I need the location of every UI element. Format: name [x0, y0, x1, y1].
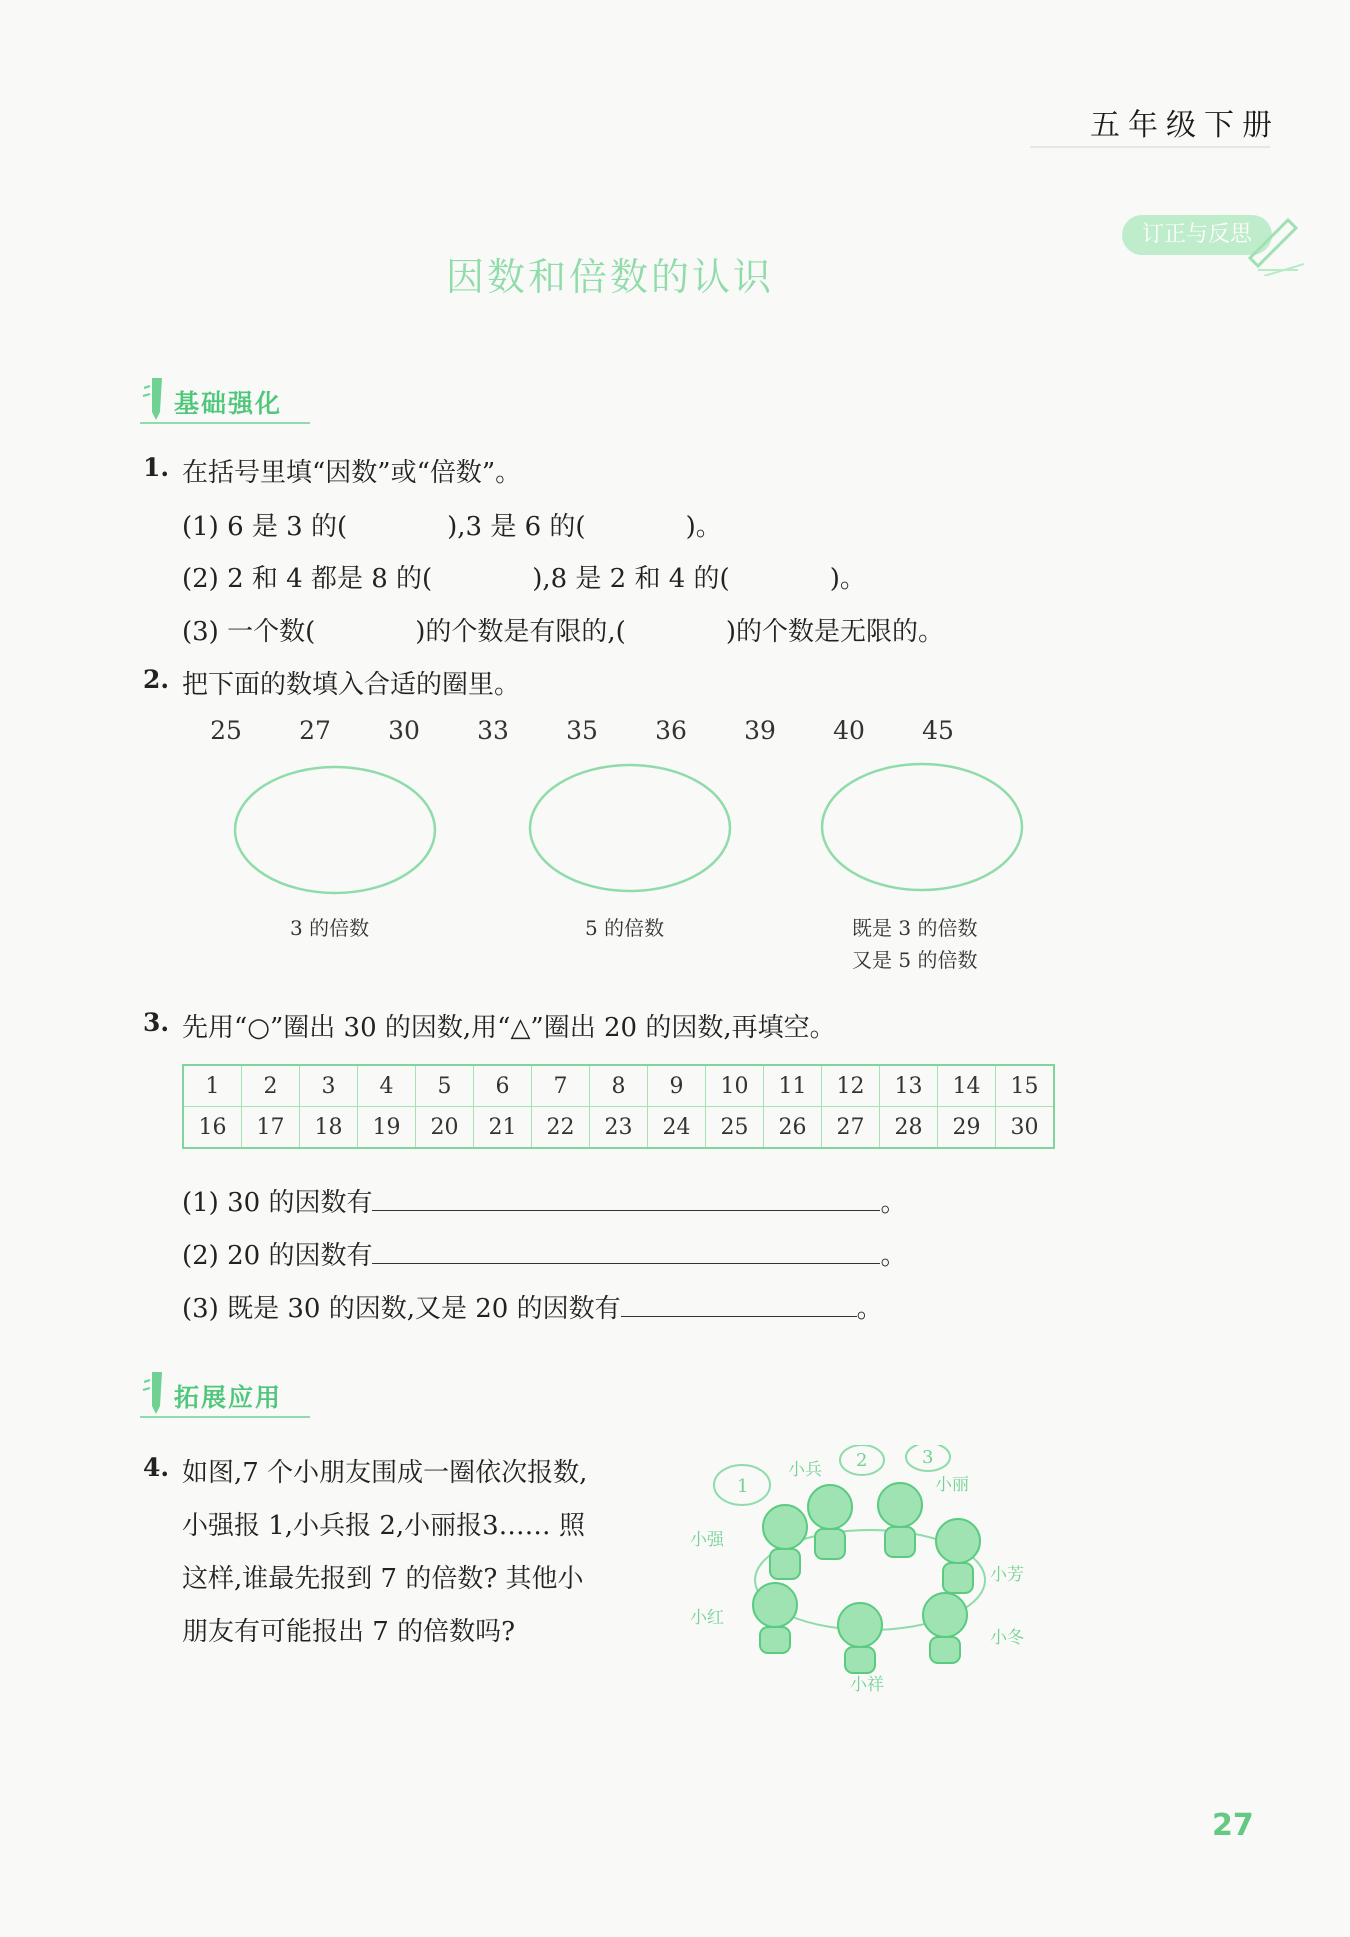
table-cell[interactable]: 8	[590, 1065, 648, 1107]
table-cell[interactable]: 3	[300, 1065, 358, 1107]
pen-icon	[140, 374, 170, 424]
table-cell[interactable]: 14	[938, 1065, 996, 1107]
q3-prompt: 先用“○”圈出 30 的因数,用“△”圈出 20 的因数,再填空。	[182, 1013, 836, 1043]
q1-item-3: (3) 一个数( )的个数是有限的,( )的个数是无限的。	[182, 617, 944, 647]
answer-line[interactable]	[372, 1184, 880, 1211]
answer-ovals	[225, 760, 1025, 900]
table-cell[interactable]: 26	[764, 1107, 822, 1149]
child-label: 小祥	[850, 1675, 884, 1695]
child-label: 小强	[690, 1530, 724, 1550]
table-row	[183, 1065, 1054, 1107]
number-option: 30	[388, 716, 420, 745]
table-cell[interactable]: 17	[242, 1107, 300, 1149]
q3-number: 3.	[143, 1008, 170, 1037]
table-cell[interactable]: 23	[590, 1107, 648, 1149]
number-option: 40	[833, 716, 865, 745]
child-figure	[753, 1583, 797, 1627]
q4-line-1: 如图,7 个小朋友围成一圈依次报数,	[182, 1458, 588, 1488]
child-figure	[808, 1485, 852, 1529]
table-cell[interactable]: 9	[648, 1065, 706, 1107]
svg-text:1: 1	[737, 1476, 749, 1497]
oval-label-3: 3 的倍数	[290, 916, 370, 940]
child-label: 小红	[690, 1608, 724, 1628]
table-cell[interactable]: 15	[996, 1065, 1055, 1107]
oval-label-both-2: 又是 5 的倍数	[852, 948, 978, 972]
q2-prompt: 把下面的数填入合适的圈里。	[182, 670, 521, 700]
table-cell[interactable]: 27	[822, 1107, 880, 1149]
answer-line[interactable]	[372, 1237, 880, 1264]
table-cell[interactable]: 1	[183, 1065, 242, 1107]
section-header-basic	[140, 384, 310, 424]
pencil-icon	[1240, 206, 1310, 276]
table-cell[interactable]: 6	[474, 1065, 532, 1107]
number-table	[182, 1064, 1055, 1149]
table-cell[interactable]: 13	[880, 1065, 938, 1107]
table-cell[interactable]: 24	[648, 1107, 706, 1149]
review-badge-label: 订正与反思	[1141, 222, 1252, 247]
table-cell[interactable]: 11	[764, 1065, 822, 1107]
pen-icon	[140, 1368, 170, 1418]
speech-bubble	[906, 1445, 950, 1471]
table-cell[interactable]: 19	[358, 1107, 416, 1149]
number-option: 39	[744, 716, 776, 745]
oval-multiples-3	[235, 767, 435, 893]
q2-number: 2.	[143, 665, 170, 694]
q3-blank-2: (2) 20 的因数有 。	[182, 1235, 906, 1272]
number-option: 36	[655, 716, 687, 745]
q3-blank-1: (1) 30 的因数有 。	[182, 1182, 906, 1219]
table-cell[interactable]: 12	[822, 1065, 880, 1107]
header-rule	[1030, 146, 1270, 148]
q3-blank-3: (3) 既是 30 的因数,又是 20 的因数有 。	[182, 1288, 883, 1325]
child-label: 小芳	[990, 1565, 1024, 1585]
speech-bubble	[840, 1445, 884, 1475]
table-cell[interactable]: 16	[183, 1107, 242, 1149]
child-label: 小冬	[990, 1628, 1024, 1648]
q4-line-3: 这样,谁最先报到 7 的倍数? 其他小	[182, 1564, 584, 1594]
oval-multiples-3-and-5	[822, 764, 1022, 890]
q1-prompt: 在括号里填“因数”或“倍数”。	[182, 458, 522, 488]
page-title: 因数和倍数的认识	[445, 255, 774, 299]
oval-label-5: 5 的倍数	[585, 916, 665, 940]
q1-number: 1.	[143, 453, 170, 482]
child-label: 小兵	[788, 1460, 822, 1480]
grade-label: 五年级下册	[1090, 108, 1280, 143]
answer-line[interactable]	[621, 1290, 857, 1317]
table-cell[interactable]: 4	[358, 1065, 416, 1107]
q4-line-4: 朋友有可能报出 7 的倍数吗?	[182, 1617, 516, 1647]
table-row	[183, 1107, 1054, 1149]
table-cell[interactable]: 25	[706, 1107, 764, 1149]
section-header-extend	[140, 1378, 310, 1418]
number-option: 33	[477, 716, 509, 745]
q4-line-2: 小强报 1,小兵报 2,小丽报3…… 照	[182, 1511, 585, 1541]
number-option: 35	[566, 716, 598, 745]
q1-item-1: (1) 6 是 3 的( ),3 是 6 的( )。	[182, 512, 722, 542]
table-cell[interactable]: 18	[300, 1107, 358, 1149]
speech-bubble	[714, 1465, 770, 1505]
child-label: 小丽	[935, 1475, 969, 1495]
q4-number: 4.	[143, 1453, 170, 1482]
number-option: 27	[299, 716, 331, 745]
oval-multiples-5	[530, 765, 730, 891]
table-cell[interactable]: 10	[706, 1065, 764, 1107]
table-cell[interactable]: 5	[416, 1065, 474, 1107]
number-option: 45	[922, 716, 954, 745]
oval-label-both-1: 既是 3 的倍数	[852, 916, 978, 940]
table-cell[interactable]: 21	[474, 1107, 532, 1149]
table-cell[interactable]: 2	[242, 1065, 300, 1107]
svg-text:2: 2	[856, 1450, 868, 1471]
svg-text:3: 3	[922, 1447, 934, 1468]
children-circle-illustration	[690, 1445, 1050, 1695]
q1-item-2: (2) 2 和 4 都是 8 的( ),8 是 2 和 4 的( )。	[182, 564, 866, 594]
table-cell[interactable]: 30	[996, 1107, 1055, 1149]
table-cell[interactable]: 29	[938, 1107, 996, 1149]
table-cell[interactable]: 20	[416, 1107, 474, 1149]
number-option: 25	[210, 716, 242, 745]
child-figure	[923, 1593, 967, 1637]
child-figure	[878, 1483, 922, 1527]
page-number: 27	[1212, 1808, 1254, 1843]
table-cell[interactable]: 7	[532, 1065, 590, 1107]
table-cell[interactable]: 22	[532, 1107, 590, 1149]
section-label-basic: 基础强化	[174, 389, 283, 418]
section-label-extend: 拓展应用	[174, 1383, 283, 1412]
child-figure	[936, 1519, 980, 1563]
child-figure	[838, 1603, 882, 1647]
child-figure	[763, 1505, 807, 1549]
table-cell[interactable]: 28	[880, 1107, 938, 1149]
